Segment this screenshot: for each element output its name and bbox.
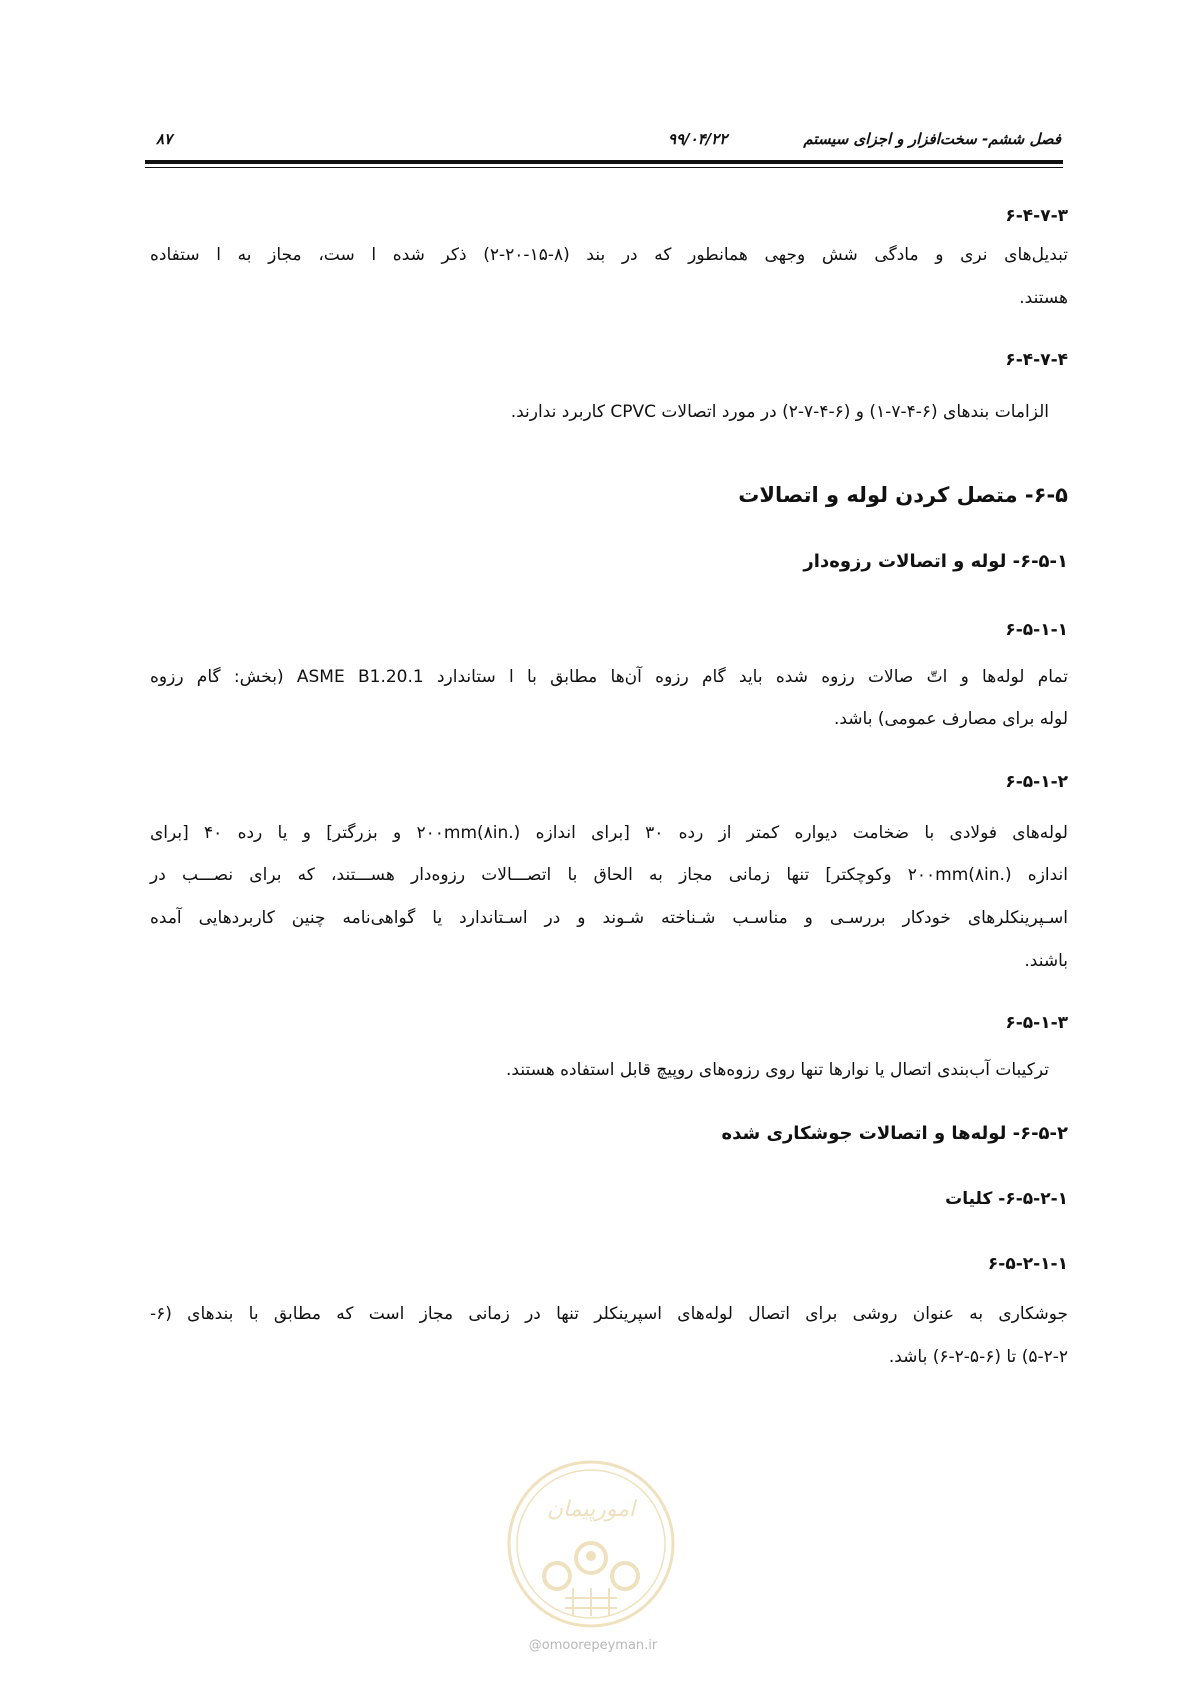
paragraph-line: اسـپرینکلرهای خودکار بررسـی و مناسـب شـناخته شـوند و در اسـتاندارد یا گواهی‌نامه چنین کاربردهایی آمده xyxy=(150,908,1068,928)
paragraph-line: اندازه ۲۰۰mm(۸in.) وکوچکتر] تنها زمانی مجاز به الحاق با اتصـــالات رزوه‌دار هســـتند، که برای نصـــب در xyxy=(150,865,1068,885)
paragraph-line: ۵-۲-۲) تا (۶-۵-۲-۶) باشد. xyxy=(888,1347,1068,1367)
paragraph-line: تبدیل‌های نری و مادگی شش وجهی همانطور که در بند (۸-۱۵-۲۰-۲) ذکر شده ا ست، مجاز به ا ستفاده xyxy=(150,245,1069,265)
paragraph-line: لوله برای مصارف عمومی) باشد. xyxy=(833,709,1068,729)
clause-number: ۶-۵-۲-۱-۱ xyxy=(987,1254,1068,1274)
clause-number: ۶-۵-۱-۱ xyxy=(1005,620,1068,640)
paragraph-line: جوشکاری به عنوان روشی برای اتصال لوله‌های اسپرینکلر تنها در زمانی مجاز است که مطابق با بندهای (۶- xyxy=(150,1304,1068,1324)
paragraph-line: هستند. xyxy=(1019,288,1068,308)
paragraph-line: الزامات بندهای (۶-۴-۷-۱) و (۶-۴-۷-۲) در مورد اتصالات CPVC کاربرد ندارند. xyxy=(510,402,1049,422)
subsection-heading: ۶-۵-۱- لوله و اتصالات رزوه‌دار xyxy=(803,551,1068,572)
watermark-website: @omoorepeyman.ir xyxy=(528,1638,658,1653)
section-heading: ۶-۵- متصل کردن لوله و اتصالات xyxy=(738,483,1068,507)
clause-number: ۶-۴-۷-۴ xyxy=(1005,350,1068,370)
subsection-heading: ۶-۵-۲- لوله‌ها و اتصالات جوشکاری شده xyxy=(721,1123,1068,1144)
header-date: ۹۹/۰۴/۲۲ xyxy=(668,130,728,148)
watermark-logo xyxy=(505,1458,677,1630)
page-header xyxy=(148,130,1061,156)
paragraph-line: تمام لوله‌ها و اتّ صالات رزوه شده باید گام رزوه آن‌ها مطابق با ا ستاندارد ASME B1.20.1 (بخش: گام رزوه xyxy=(150,667,1068,687)
paragraph-line: لوله‌های فولادی با ضخامت دیواره کمتر از رده ۳۰ [برای اندازه ۲۰۰mm(۸in.) و بزرگتر] و یا رده ۴۰ [برای xyxy=(150,823,1068,843)
header-rule-thick xyxy=(145,160,1063,164)
paragraph-line: باشند. xyxy=(1024,951,1068,971)
clause-number: ۶-۵-۱-۲ xyxy=(1005,772,1068,792)
page-number: ۸۷ xyxy=(156,130,173,148)
paragraph-line: ترکیبات آب‌بندی اتصال یا نوارها تنها روی رزوه‌های روپیچ قابل استفاده هستند. xyxy=(506,1060,1049,1080)
watermark-logo-text: امورپیمان xyxy=(546,1497,636,1522)
subsubsection-heading: ۶-۵-۲-۱- کلیات xyxy=(945,1189,1068,1209)
chapter-title: فصل ششم- سخت‌افزار و اجزای سیستم xyxy=(803,130,1061,148)
clause-number: ۶-۴-۷-۳ xyxy=(1005,206,1068,226)
clause-number: ۶-۵-۱-۳ xyxy=(1005,1013,1068,1033)
header-rule-thin xyxy=(145,167,1063,168)
